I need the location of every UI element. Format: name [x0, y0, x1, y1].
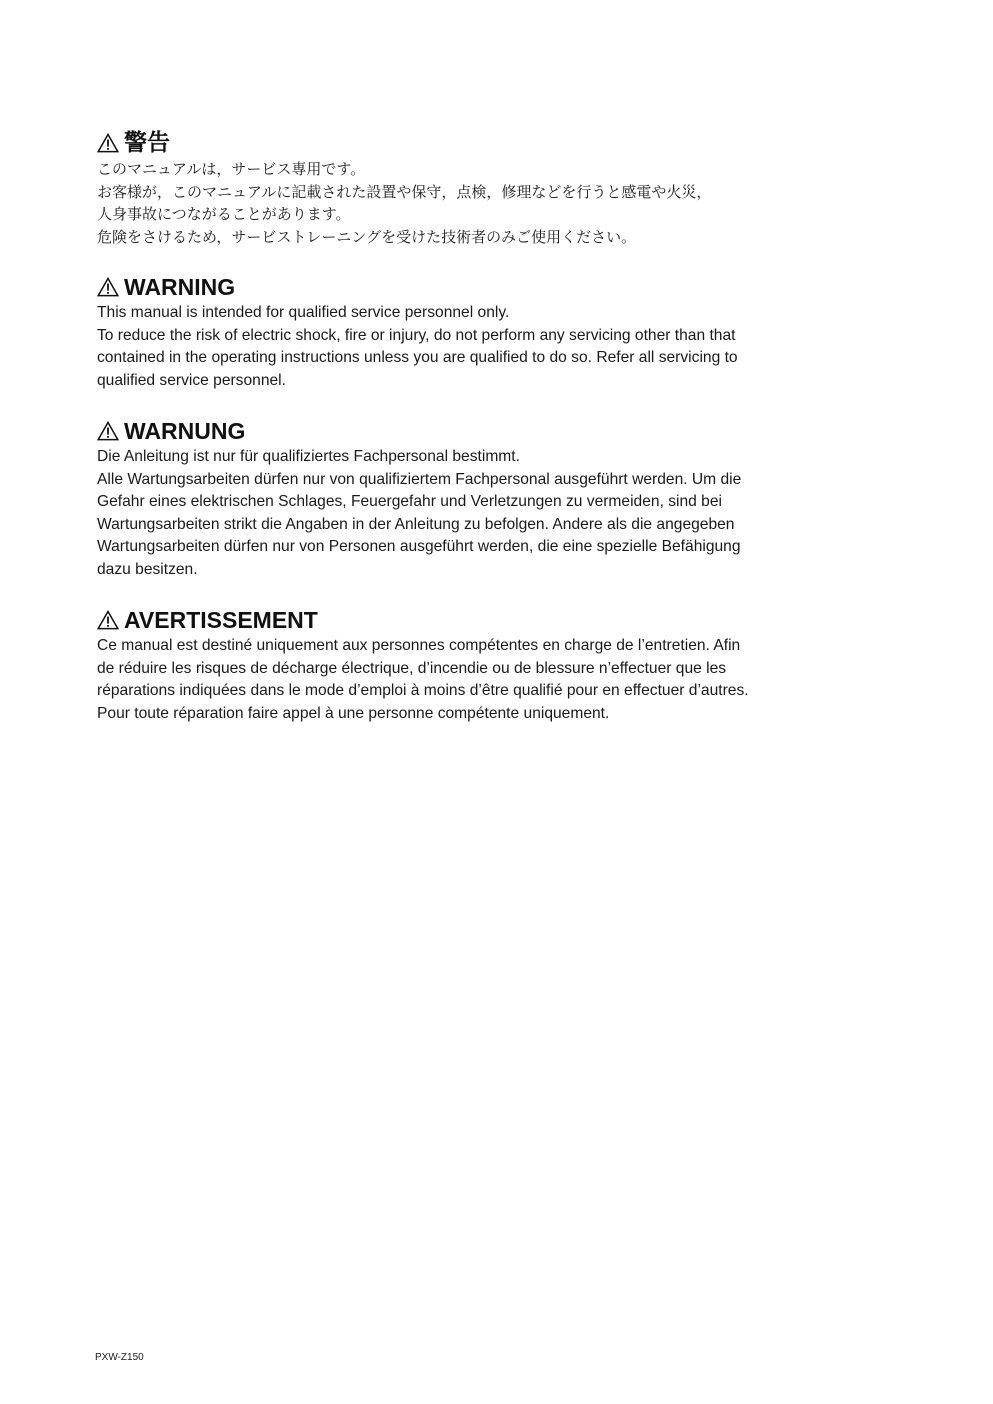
text-line: qualified service personnel. [97, 371, 286, 389]
warning-triangle-icon [97, 277, 119, 297]
text-line: de réduire les risques de décharge électrique, d’incendie ou de blessure n’effectuer que les [97, 659, 727, 677]
section-heading [97, 416, 817, 446]
text-line: dazu besitzen. [97, 560, 198, 578]
text-line: Ce manual est destiné uniquement aux personnes compétentes en charge de l’entretien. Afin [97, 637, 741, 654]
text-line: Gefahr eines elektrischen Schlages, Feuergefahr und Verletzungen zu vermeiden, sind bei [97, 493, 722, 510]
section-heading [97, 272, 817, 302]
section-body [97, 158, 817, 248]
section-warning-english [97, 272, 817, 392]
heading-text: WARNUNG [124, 418, 246, 444]
warning-notices [97, 128, 817, 749]
text-line: Die Anleitung ist nur für qualifiziertes Fachpersonal bestimmt. [97, 448, 520, 465]
text-line: 危険をさけるため，サービストレーニングを受けた技術者のみご使用ください。 [97, 227, 637, 246]
heading-text: AVERTISSEMENT [124, 607, 318, 633]
heading-text: WARNING [124, 274, 236, 300]
text-line: Alle Wartungsarbeiten dürfen nur von qualifiziertem Fachpersonal ausgeführt werden. Um die [97, 470, 742, 488]
section-body [97, 302, 817, 392]
text-line: contained in the operating instructions unless you are qualified to do so. Refer all servicing to [97, 349, 738, 366]
text-line: To reduce the risk of electric shock, fire or injury, do not perform any servicing other than that [97, 326, 736, 344]
section-warning-french [97, 605, 817, 725]
section-heading [97, 128, 817, 158]
section-body [97, 446, 817, 581]
warning-triangle-icon [97, 421, 119, 441]
section-body [97, 635, 817, 725]
text-line: réparations indiquées dans le mode d’emploi à moins d’être qualifié pour en effectuer d’autres. [97, 682, 749, 699]
section-warning-japanese [97, 128, 817, 248]
text-line: Wartungsarbeiten dürfen nur von Personen ausgeführt werden, die eine spezielle Befähigung [97, 538, 741, 555]
text-line: このマニュアルは，サービス専用です。 [97, 160, 366, 178]
footer-model-number: PXW-Z150 [95, 1352, 144, 1363]
warning-triangle-icon [97, 133, 119, 153]
text-line: Wartungsarbeiten strikt die Angaben in der Anleitung zu befolgen. Andere als die angegeben [97, 515, 735, 533]
warning-triangle-icon [97, 610, 119, 630]
section-heading [97, 605, 817, 635]
text-line: 人身事故につながることがあります。 [97, 205, 351, 223]
text-line: Pour toute réparation faire appel à une personne compétente uniquement. [97, 704, 610, 722]
heading-text: 警告 [124, 130, 170, 156]
section-warning-german [97, 416, 817, 581]
text-line: This manual is intended for qualified service personnel only. [97, 304, 510, 321]
text-line: お客様が，このマニュアルに記載された設置や保守，点検，修理などを行うと感電や火災， [97, 182, 712, 201]
